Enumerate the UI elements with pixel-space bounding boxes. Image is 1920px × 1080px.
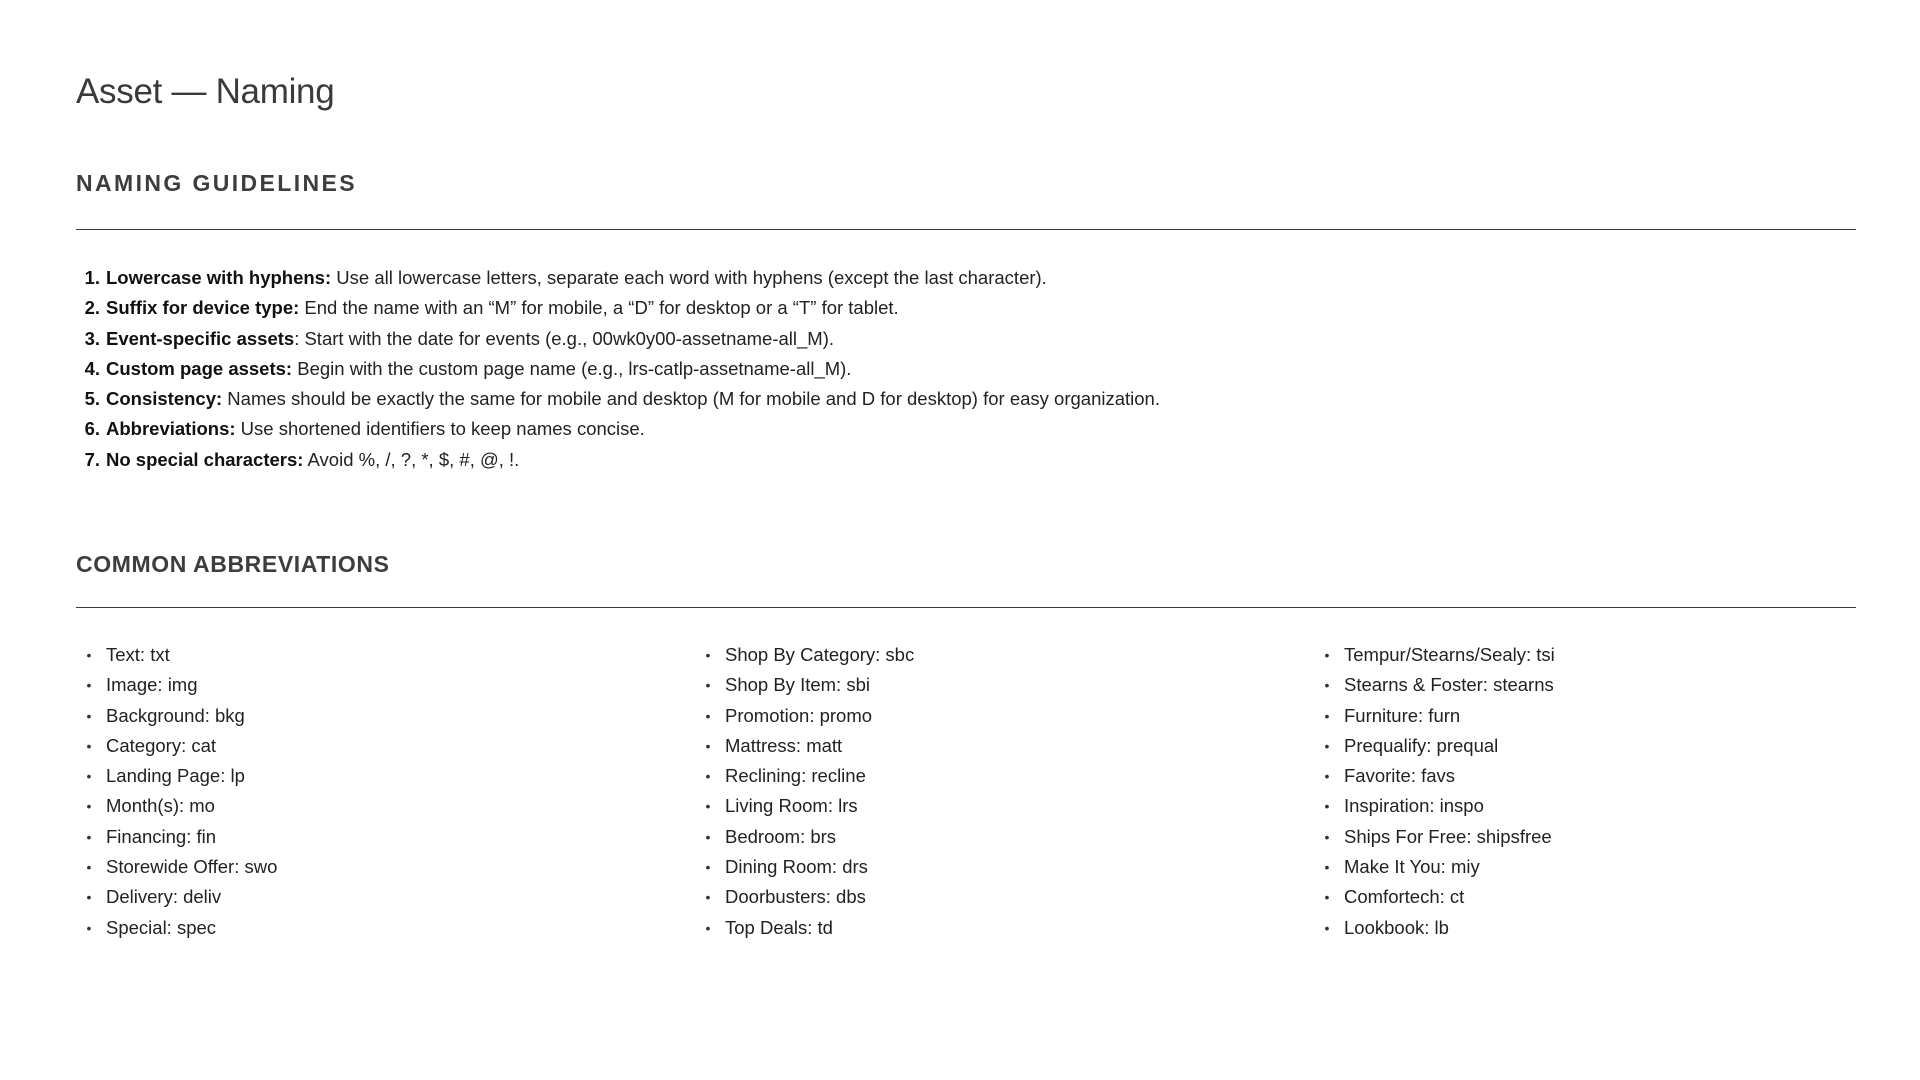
guideline-body <box>106 445 519 475</box>
bullet-icon: • <box>86 737 92 754</box>
guideline-number: 3. <box>84 327 100 349</box>
bullet-icon: • <box>1324 889 1330 906</box>
bullet-icon: • <box>1324 919 1330 936</box>
guideline-body <box>106 384 1160 414</box>
abbreviation-item <box>695 822 914 852</box>
bullet-icon: • <box>1324 737 1330 754</box>
guideline-term: Lowercase with hyphens: <box>106 267 332 288</box>
abbreviation-item <box>1314 822 1555 852</box>
abbreviation-item <box>695 670 914 700</box>
guideline-term: Consistency: <box>106 388 223 410</box>
guideline-description: Use shortened identifiers to keep names concise. <box>235 418 645 440</box>
abbreviation-item <box>695 913 914 943</box>
abbreviation-text: Promotion: promo <box>725 704 873 726</box>
guideline-description: Begin with the custom page name (e.g., lrs-catlp-assetname-all_M). <box>292 357 852 379</box>
bullet-icon: • <box>705 859 711 876</box>
abbreviation-item <box>695 882 914 912</box>
abbreviations-column-2 <box>695 640 914 943</box>
bullet-icon: • <box>705 919 711 936</box>
bullet-icon: • <box>1324 859 1330 876</box>
abbreviation-item <box>76 882 277 912</box>
guideline-number: 5. <box>84 388 100 410</box>
bullet-icon: • <box>86 707 92 724</box>
bullet-icon: • <box>86 859 92 876</box>
abbreviation-item <box>76 852 277 882</box>
guideline-body <box>106 414 645 444</box>
abbreviation-text: Category: cat <box>106 734 217 756</box>
abbreviation-text: Dining Room: drs <box>725 856 868 878</box>
bullet-icon: • <box>705 647 711 663</box>
abbreviation-item <box>1314 670 1555 700</box>
abbreviation-text: Prequalify: prequal <box>1344 734 1499 756</box>
abbreviation-text: Storewide Offer: swo <box>106 856 278 878</box>
abbreviation-item <box>76 822 277 852</box>
bullet-icon: • <box>705 677 711 694</box>
abbreviation-text: Shop By Category: sbc <box>725 644 915 665</box>
abbreviation-text: Text: txt <box>106 644 170 665</box>
abbreviation-item <box>1314 791 1555 821</box>
abbreviation-item <box>1314 640 1555 670</box>
bullet-icon: • <box>86 828 92 845</box>
bullet-icon: • <box>86 889 92 906</box>
abbreviation-item <box>1314 852 1555 882</box>
abbreviation-item <box>1314 731 1555 761</box>
abbreviation-text: Favorite: favs <box>1344 765 1456 787</box>
bullet-icon: • <box>86 798 92 815</box>
bullet-icon: • <box>705 798 711 815</box>
bullet-icon: • <box>86 677 92 694</box>
abbreviation-text: Stearns & Foster: stearns <box>1344 674 1554 696</box>
abbreviation-item <box>76 913 277 943</box>
guideline-term: Abbreviations: <box>106 418 236 440</box>
abbreviation-item <box>76 791 277 821</box>
naming-guidelines-list <box>76 263 1160 475</box>
guideline-item <box>76 445 1160 475</box>
bullet-icon: • <box>705 737 711 754</box>
abbreviation-text: Background: bkg <box>106 704 245 726</box>
abbreviation-text: Mattress: matt <box>725 734 843 756</box>
abbreviation-text: Ships For Free: shipsfree <box>1344 825 1552 847</box>
guideline-item <box>76 293 1160 323</box>
guideline-description: Avoid %, /, ?, *, $, #, @, !. <box>303 448 520 470</box>
bullet-icon: • <box>705 707 711 724</box>
abbreviation-item <box>1314 882 1555 912</box>
bullet-icon: • <box>705 828 711 845</box>
abbreviation-item <box>76 731 277 761</box>
guideline-description: End the name with an “M” for mobile, a “D” for desktop or a “T” for tablet. <box>299 297 899 319</box>
abbreviation-item <box>76 761 277 791</box>
abbreviation-item <box>76 640 277 670</box>
bullet-icon: • <box>86 647 92 663</box>
bullet-icon: • <box>86 768 92 785</box>
naming-guidelines-heading: NAMING GUIDELINES <box>76 170 358 196</box>
bullet-icon: • <box>1324 677 1330 694</box>
abbreviations-column-3 <box>1314 640 1555 943</box>
abbreviation-text: Landing Page: lp <box>106 765 245 787</box>
bullet-icon: • <box>1324 647 1330 663</box>
guideline-body <box>106 263 1047 293</box>
abbreviation-item <box>76 670 277 700</box>
abbreviation-text: Inspiration: inspo <box>1344 795 1484 817</box>
guideline-description: Use all lowercase letters, separate each word with hyphens (except the last character). <box>331 267 1047 288</box>
bullet-icon: • <box>1324 828 1330 845</box>
abbreviation-text: Doorbusters: dbs <box>725 886 866 908</box>
abbreviation-text: Month(s): mo <box>106 795 215 817</box>
abbreviation-text: Financing: fin <box>106 825 217 847</box>
abbreviation-text: Reclining: recline <box>725 765 866 787</box>
abbreviation-item <box>1314 701 1555 731</box>
guideline-body <box>106 293 899 323</box>
abbreviation-item <box>76 701 277 731</box>
guideline-item <box>76 384 1160 414</box>
abbreviation-item <box>695 731 914 761</box>
abbreviation-item <box>695 701 914 731</box>
abbreviation-item <box>695 761 914 791</box>
bullet-icon: • <box>1324 768 1330 785</box>
abbreviation-text: Top Deals: td <box>725 916 833 938</box>
abbreviation-text: Comfortech: ct <box>1344 886 1465 908</box>
bullet-icon: • <box>86 919 92 936</box>
abbreviation-text: Special: spec <box>106 916 217 938</box>
guideline-description: Names should be exactly the same for mobile and desktop (M for mobile and D for desktop) for easy organization. <box>222 388 1160 410</box>
guideline-body <box>106 324 834 354</box>
guideline-number: 4. <box>84 357 100 379</box>
abbreviation-text: Shop By Item: sbi <box>725 674 870 696</box>
abbreviation-text: Living Room: lrs <box>725 795 858 817</box>
abbreviation-text: Bedroom: brs <box>725 825 837 847</box>
guideline-item <box>76 354 1160 384</box>
abbreviation-item <box>695 852 914 882</box>
guideline-number: 1. <box>84 267 100 288</box>
abbreviation-text: Tempur/Stearns/Sealy: tsi <box>1344 644 1555 665</box>
common-abbreviations-heading: COMMON ABBREVIATIONS <box>76 551 390 577</box>
bullet-icon: • <box>705 768 711 785</box>
abbreviations-column-1 <box>76 640 277 943</box>
guideline-term: Custom page assets: <box>106 357 293 379</box>
abbreviation-text: Furniture: furn <box>1344 704 1461 726</box>
guideline-number: 7. <box>84 448 100 470</box>
page-title: Asset — Naming <box>76 72 335 111</box>
guideline-description: : Start with the date for events (e.g., 00wk0y00-assetname-all_M). <box>294 327 835 349</box>
abbreviation-text: Make It You: miy <box>1344 856 1480 878</box>
guideline-term: Suffix for device type: <box>106 297 300 319</box>
abbreviation-item <box>695 640 914 670</box>
guideline-item <box>76 324 1160 354</box>
bullet-icon: • <box>705 889 711 906</box>
guideline-body <box>106 354 851 384</box>
guideline-term: Event-specific assets <box>106 327 295 349</box>
section-divider <box>76 607 1856 608</box>
guideline-item <box>76 263 1160 293</box>
section-divider <box>76 229 1856 230</box>
abbreviation-item <box>695 791 914 821</box>
bullet-icon: • <box>1324 798 1330 815</box>
abbreviation-text: Lookbook: lb <box>1344 916 1449 938</box>
guideline-term: No special characters: <box>106 448 304 470</box>
abbreviation-text: Image: img <box>106 674 198 696</box>
abbreviation-text: Delivery: deliv <box>106 886 222 908</box>
abbreviation-item <box>1314 761 1555 791</box>
guideline-number: 6. <box>84 418 100 440</box>
guideline-item <box>76 414 1160 444</box>
guideline-number: 2. <box>84 297 100 319</box>
bullet-icon: • <box>1324 707 1330 724</box>
abbreviation-item <box>1314 913 1555 943</box>
